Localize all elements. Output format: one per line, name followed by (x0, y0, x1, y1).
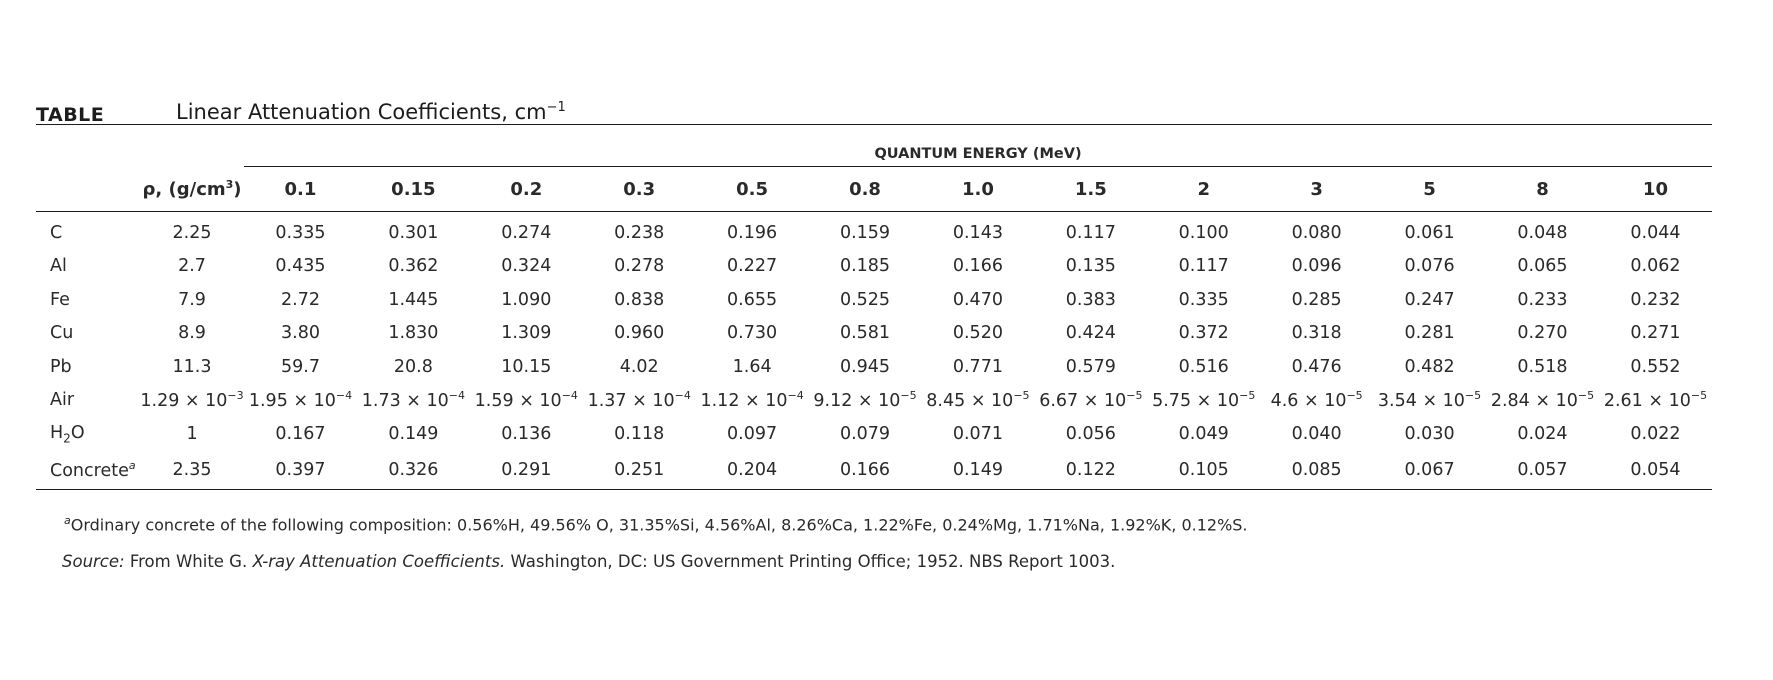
energy-header: 3 (1260, 167, 1373, 212)
value-cell: 0.482 (1404, 356, 1455, 377)
energy-header: 0.1 (244, 167, 357, 212)
mantissa: 5.75 × 10 (1152, 391, 1240, 412)
value-cell: 0.233 (1517, 289, 1568, 310)
value-cell: 0.166 (952, 256, 1003, 277)
material-name: Cu (50, 323, 74, 344)
value-cell: 1.830 (388, 323, 439, 344)
value-cell (1260, 384, 1373, 418)
density-header-text: ρ, (g/cm (142, 178, 226, 200)
exponent: −5 (1239, 389, 1256, 403)
density-header-close: ) (233, 178, 242, 200)
source-citation (62, 552, 1115, 571)
value-cell: 0.117 (1065, 222, 1116, 243)
exponent: −4 (448, 389, 466, 403)
energy-header: 1.0 (921, 167, 1034, 212)
mantissa: 3.54 × 10 (1377, 391, 1465, 412)
value-cell: 0.067 (1373, 451, 1486, 490)
density-header-exponent: 3 (225, 177, 234, 191)
quantum-energy-header: QUANTUM ENERGY (MeV) (244, 132, 1712, 167)
density-cell: 7.9 (178, 289, 206, 310)
material-cell (36, 250, 140, 284)
value-cell: 0.326 (357, 451, 470, 490)
value-cell: 0.118 (614, 423, 665, 444)
value-cell: 0.057 (1486, 451, 1599, 490)
material-cell (36, 317, 140, 351)
exponent: −5 (1690, 389, 1708, 403)
exponent: −5 (1013, 389, 1030, 403)
value-cell: 3.80 (281, 323, 320, 344)
value-cell: 4.02 (619, 356, 659, 377)
density-cell: 2.35 (140, 451, 244, 490)
value-cell: 0.247 (1404, 289, 1455, 310)
exponent: −5 (1346, 389, 1363, 403)
material-header (36, 167, 140, 212)
value-cell (357, 384, 470, 418)
value-cell: 0.516 (1178, 356, 1229, 377)
material-name-rest: O (70, 422, 85, 443)
blank-header (140, 132, 244, 167)
table-row (36, 350, 1712, 384)
exponent: −3 (227, 389, 244, 403)
value-cell: 0.085 (1260, 451, 1373, 490)
table-body (36, 212, 1712, 490)
value-cell: 0.372 (1178, 323, 1229, 344)
value-cell (1599, 384, 1712, 418)
value-cell: 0.185 (839, 256, 891, 277)
value-cell: 0.435 (275, 256, 326, 277)
density-cell: 1 (186, 423, 198, 444)
density-cell: 11.3 (172, 356, 212, 377)
source-prefix: From White G. (124, 552, 253, 571)
value-cell: 1.64 (732, 356, 772, 377)
mantissa: 6.67 × 10 (1039, 391, 1127, 412)
value-cell: 0.056 (1065, 423, 1116, 444)
value-cell: 59.7 (281, 356, 320, 377)
table-label: TABLE (36, 104, 105, 126)
value-cell: 0.945 (839, 356, 891, 377)
value-cell: 0.117 (1178, 256, 1229, 277)
material-cell (36, 283, 140, 317)
footnote-marker: a (64, 514, 71, 527)
mantissa: 8.45 × 10 (926, 391, 1014, 412)
value-cell: 0.771 (952, 356, 1003, 377)
value-cell: 0.270 (1517, 323, 1568, 344)
table-row (36, 451, 1712, 490)
table-row (36, 417, 1712, 451)
energy-header: 2 (1147, 167, 1260, 212)
source-title: X-ray Attenuation Coefficients. (252, 552, 506, 571)
value-cell: 0.096 (1291, 256, 1342, 277)
value-cell (1034, 384, 1147, 418)
density-cell (140, 384, 244, 418)
value-cell: 0.335 (1178, 289, 1229, 310)
table-row (36, 250, 1712, 284)
value-cell: 0.274 (501, 222, 552, 243)
value-cell (1486, 384, 1599, 418)
energy-header: 0.8 (809, 167, 922, 212)
energy-header: 10 (1599, 167, 1712, 212)
value-cell: 0.040 (1291, 423, 1342, 444)
table-row (36, 283, 1712, 317)
material-name: Fe (50, 289, 70, 310)
value-cell: 1.090 (501, 289, 552, 310)
value-cell: 0.048 (1517, 222, 1568, 243)
energy-header: 1.5 (1034, 167, 1147, 212)
exponent: −5 (900, 389, 917, 403)
value-cell: 2.72 (281, 289, 320, 310)
mantissa: 1.95 × 10 (248, 391, 336, 412)
value-cell (470, 384, 583, 418)
density-cell: 2.25 (172, 222, 212, 243)
exponent: −4 (561, 389, 578, 403)
table-title-exponent: −1 (546, 100, 566, 115)
value-cell: 0.655 (727, 289, 778, 310)
value-cell: 0.301 (388, 222, 439, 243)
material-name: C (50, 222, 63, 243)
footnote-text: Ordinary concrete of the following composition: 0.56%H, 49.56% O, 31.35%Si, 4.56%Al, 8.26%Ca, 1.22%Fe, 0.24%Mg, 1.71%Na, 1.92%K, 0.12%S. (70, 515, 1248, 535)
value-cell: 0.079 (839, 423, 891, 444)
value-cell (1147, 384, 1260, 418)
material-cell (36, 212, 140, 250)
value-cell: 0.324 (501, 256, 552, 277)
energy-header: 0.5 (696, 167, 809, 212)
exponent: −5 (1126, 389, 1143, 403)
energy-header: 5 (1373, 167, 1486, 212)
value-cell (583, 384, 696, 418)
material-subscript: 2 (63, 431, 71, 445)
value-cell: 0.335 (275, 222, 326, 243)
material-cell (36, 350, 140, 384)
value-cell: 0.167 (275, 423, 326, 444)
blank-header (36, 132, 140, 167)
value-cell: 0.105 (1147, 451, 1260, 490)
material-name: Al (50, 256, 67, 277)
density-header (140, 167, 244, 212)
value-cell: 0.238 (614, 222, 665, 243)
table-caption (36, 100, 1712, 125)
material-name: Pb (50, 356, 72, 377)
value-cell: 0.122 (1034, 451, 1147, 490)
value-cell: 0.518 (1517, 356, 1568, 377)
mantissa: 1.12 × 10 (700, 391, 788, 412)
value-cell: 0.281 (1404, 323, 1455, 344)
exponent: −4 (335, 389, 353, 403)
value-cell: 0.397 (244, 451, 357, 490)
footnote-ref: a (128, 458, 136, 472)
value-cell: 20.8 (393, 356, 433, 377)
value-cell: 0.581 (839, 323, 891, 344)
group-header-row (36, 132, 1712, 167)
mantissa: 4.6 × 10 (1270, 391, 1347, 412)
source-rest: Washington, DC: US Government Printing Office; 1952. NBS Report 1003. (505, 552, 1116, 571)
source-label: Source: (62, 552, 125, 571)
value-cell (921, 384, 1034, 418)
value-cell: 0.552 (1630, 356, 1681, 377)
density-cell: 8.9 (178, 323, 206, 344)
table-row (36, 384, 1712, 418)
value-cell: 0.159 (839, 222, 891, 243)
table-title (176, 100, 566, 124)
value-cell: 0.291 (470, 451, 583, 490)
value-cell: 10.15 (501, 356, 552, 377)
value-cell: 0.271 (1630, 323, 1681, 344)
value-cell: 0.136 (501, 423, 552, 444)
value-cell: 0.143 (952, 222, 1003, 243)
value-cell: 0.062 (1630, 256, 1681, 277)
value-cell: 0.318 (1291, 323, 1342, 344)
value-cell: 0.030 (1404, 423, 1455, 444)
material-name: H (50, 422, 64, 443)
value-cell: 0.196 (727, 222, 778, 243)
value-cell: 0.838 (614, 289, 665, 310)
value-cell: 0.100 (1178, 222, 1229, 243)
value-cell: 0.204 (696, 451, 809, 490)
mantissa: 1.37 × 10 (587, 391, 675, 412)
table-row (36, 212, 1712, 250)
value-cell: 0.044 (1630, 222, 1681, 243)
mantissa: 9.12 × 10 (813, 391, 901, 412)
value-cell: 0.285 (1291, 289, 1342, 310)
value-cell: 0.054 (1599, 451, 1712, 490)
value-cell: 0.065 (1517, 256, 1568, 277)
mantissa: 1.59 × 10 (474, 391, 562, 412)
exponent: −5 (1577, 389, 1595, 403)
value-cell (809, 384, 922, 418)
exponent: −4 (674, 389, 691, 403)
density-cell: 2.7 (178, 256, 206, 277)
attenuation-table (36, 132, 1712, 490)
footnote (64, 514, 1248, 534)
mantissa: 1.73 × 10 (361, 391, 449, 412)
value-cell: 0.022 (1630, 423, 1681, 444)
value-cell: 0.166 (809, 451, 922, 490)
table-row (36, 317, 1712, 351)
material-cell (36, 451, 140, 490)
value-cell: 0.383 (1065, 289, 1116, 310)
mantissa: 2.61 × 10 (1603, 391, 1691, 412)
value-cell: 0.149 (388, 423, 439, 444)
energy-header: 0.15 (357, 167, 470, 212)
value-cell: 0.730 (727, 323, 778, 344)
value-cell (696, 384, 809, 418)
value-cell: 0.579 (1065, 356, 1116, 377)
value-cell: 0.076 (1404, 256, 1455, 277)
table-title-text: Linear Attenuation Coefficients, cm (176, 100, 547, 124)
value-cell: 0.227 (727, 256, 778, 277)
mantissa: 1.29 × 10 (140, 391, 228, 412)
value-cell: 0.024 (1517, 423, 1568, 444)
value-cell: 0.061 (1404, 222, 1455, 243)
exponent: −4 (787, 389, 804, 403)
energy-header: 0.3 (583, 167, 696, 212)
value-cell: 0.525 (839, 289, 891, 310)
value-cell: 0.071 (952, 423, 1003, 444)
value-cell: 0.135 (1065, 256, 1116, 277)
value-cell: 0.520 (952, 323, 1003, 344)
value-cell: 0.476 (1291, 356, 1342, 377)
material-cell (36, 417, 140, 451)
value-cell: 0.049 (1178, 423, 1229, 444)
value-cell: 0.232 (1630, 289, 1681, 310)
value-cell: 1.445 (388, 289, 439, 310)
value-cell: 0.362 (388, 256, 439, 277)
energy-header-row (36, 167, 1712, 212)
value-cell: 0.251 (583, 451, 696, 490)
value-cell (244, 384, 357, 418)
exponent: −5 (1464, 389, 1482, 403)
material-cell: Air (50, 390, 75, 411)
value-cell (1373, 384, 1486, 418)
value-cell: 0.097 (727, 423, 778, 444)
value-cell: 0.424 (1065, 323, 1116, 344)
mantissa: 2.84 × 10 (1490, 391, 1578, 412)
value-cell: 0.080 (1291, 222, 1342, 243)
energy-header: 0.2 (470, 167, 583, 212)
value-cell: 0.278 (614, 256, 665, 277)
energy-header: 8 (1486, 167, 1599, 212)
value-cell: 0.149 (921, 451, 1034, 490)
value-cell: 0.960 (614, 323, 665, 344)
material-name: Concrete (50, 460, 129, 481)
value-cell: 0.470 (952, 289, 1003, 310)
value-cell: 1.309 (501, 323, 552, 344)
